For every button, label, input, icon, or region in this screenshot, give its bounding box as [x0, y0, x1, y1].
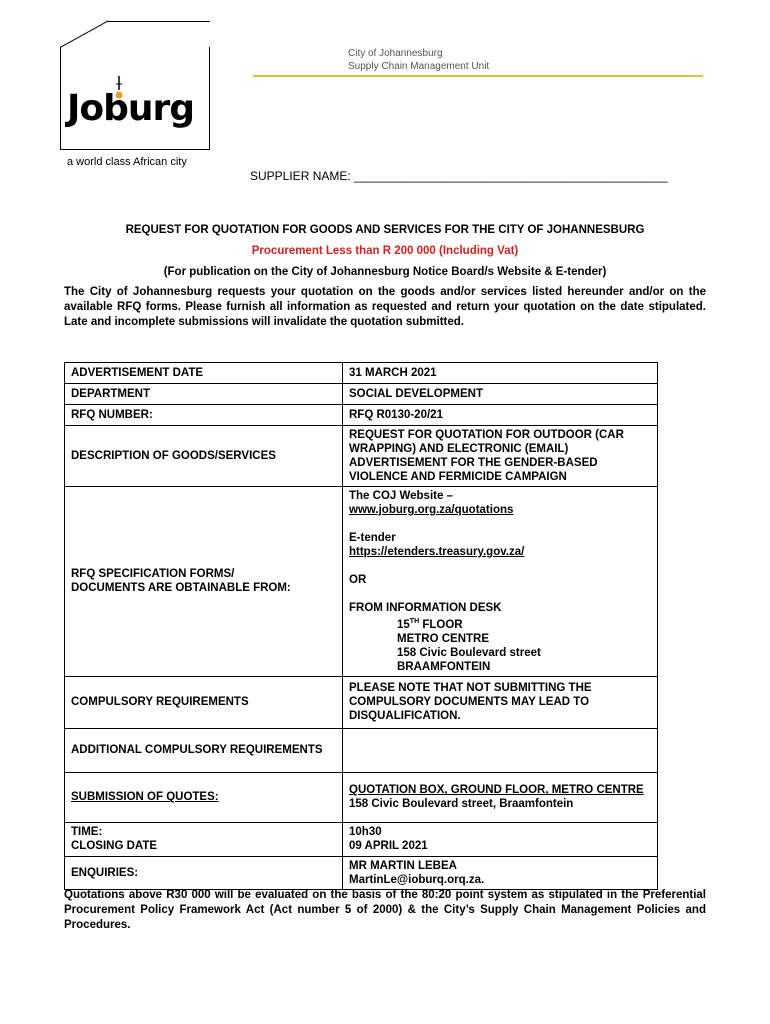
floor-line: 15TH FLOOR [397, 618, 463, 631]
time-value-text: 10h30 [349, 826, 382, 839]
table-row [65, 772, 658, 822]
description-label: DESCRIPTION OF GOODS/SERVICES [65, 426, 343, 487]
etender-label: E-tender [349, 532, 396, 544]
closing-date-value: 09 APRIL 2021 [349, 840, 428, 853]
table-row [65, 856, 658, 889]
submission-address: 158 Civic Boulevard street, Braamfontein [349, 798, 574, 811]
obtainable-value [343, 487, 658, 677]
description-value: REQUEST FOR QUOTATION FOR OUTDOOR (CAR WRAPPING) AND ELECTRONIC (EMAIL) ADVERTISEMENT FOR THE GENDER-BASED VIOLENCE AND FERMICIDE CAMPAIGN [343, 426, 658, 487]
submission-box: QUOTATION BOX, GROUND FLOOR, METRO CENTRE [349, 784, 644, 797]
obtainable-label [65, 487, 343, 677]
information-desk: FROM INFORMATION DESK [349, 602, 502, 614]
contact-email[interactable]: MartinLe@ioburq.orq.za. [349, 873, 485, 886]
obtainable-label-line-1: RFQ SPECIFICATION FORMS/ [71, 568, 235, 581]
logo-frame-top [107, 21, 210, 22]
header-block [348, 47, 489, 73]
department-label: DEPARTMENT [65, 384, 343, 405]
additional-value [343, 728, 658, 772]
compulsory-label: COMPULSORY REQUIREMENTS [65, 676, 343, 728]
header-org: City of Johannesburg [348, 48, 443, 59]
table-row [65, 822, 658, 856]
header-rule [253, 75, 703, 77]
table-row [65, 487, 658, 677]
submission-label: SUBMISSION OF QUOTES: [65, 772, 343, 822]
closing-date-label: CLOSING DATE [71, 840, 158, 853]
rfq-number-label: RFQ NUMBER: [65, 405, 343, 426]
advertisement-date-label: ADVERTISEMENT DATE [65, 363, 343, 384]
rfq-number-value: RFQ R0130-20/21 [343, 405, 658, 426]
advertisement-date-value: 31 MARCH 2021 [343, 363, 658, 384]
table-row [65, 676, 658, 728]
evaluation-note: Quotations above R30 000 will be evaluated on the basis of the 80:20 point system as stipulated in the Preferential Procurement Policy Framework Act (Act number 5 of 2000) & the City’s Supply Chain Management Policies and Procedures. [64, 889, 706, 931]
enquiries-value [343, 856, 658, 889]
obtainable-label-line-2: DOCUMENTS ARE OBTAINABLE FROM: [71, 582, 291, 595]
header-unit: Supply Chain Management Unit [348, 61, 490, 72]
main-title: REQUEST FOR QUOTATION FOR GOODS AND SERVICES FOR THE CITY OF JOHANNESBURG [125, 224, 645, 236]
table-row [65, 405, 658, 426]
joburg-logo: Joburg [67, 88, 195, 129]
street-line: 158 Civic Boulevard street [397, 646, 541, 659]
etender-link[interactable]: https://etenders.treasury.gov.za/ [349, 546, 525, 558]
intro-paragraph: The City of Johannesburg requests your quotation on the goods and/or services listed hereunder and/or on the available RFQ forms. Please furnish all information as requested and return your quotation on the date stipulated. Late and incomplete submissions will invalidate the quotation submitted. [64, 286, 706, 328]
table-row [65, 426, 658, 487]
table-row [65, 728, 658, 772]
rfq-table [64, 362, 658, 890]
logo-tagline: a world class African city [67, 156, 187, 168]
department-value: SOCIAL DEVELOPMENT [343, 384, 658, 405]
coj-website-link[interactable]: www.joburg.org.za/quotations [349, 504, 514, 516]
compulsory-value: PLEASE NOTE THAT NOT SUBMITTING THE COMPULSORY DOCUMENTS MAY LEAD TO DISQUALIFICATION. [343, 676, 658, 728]
time-label-text: TIME: [71, 826, 103, 839]
submission-value [343, 772, 658, 822]
table-row [65, 384, 658, 405]
additional-label: ADDITIONAL COMPULSORY REQUIREMENTS [65, 728, 343, 772]
contact-name: MR MARTIN LEBEA [349, 859, 457, 872]
supplier-name-line: SUPPLIER NAME: _______________________________________________ [250, 169, 668, 183]
suburb-line: BRAAMFONTEIN [397, 660, 491, 673]
publication-note: (For publication on the City of Johannesburg Notice Board/s Website & E-tender) [163, 266, 607, 278]
coj-website-label: The COJ Website – [349, 490, 453, 502]
time-label [65, 822, 343, 856]
building-line: METRO CENTRE [397, 632, 489, 645]
enquiries-label: ENQUIRIES: [65, 856, 343, 889]
or-separator: OR [349, 574, 367, 586]
table-row [65, 363, 658, 384]
time-value [343, 822, 658, 856]
procurement-subtitle: Procurement Less than R 200 000 (Including Vat) [251, 245, 519, 257]
